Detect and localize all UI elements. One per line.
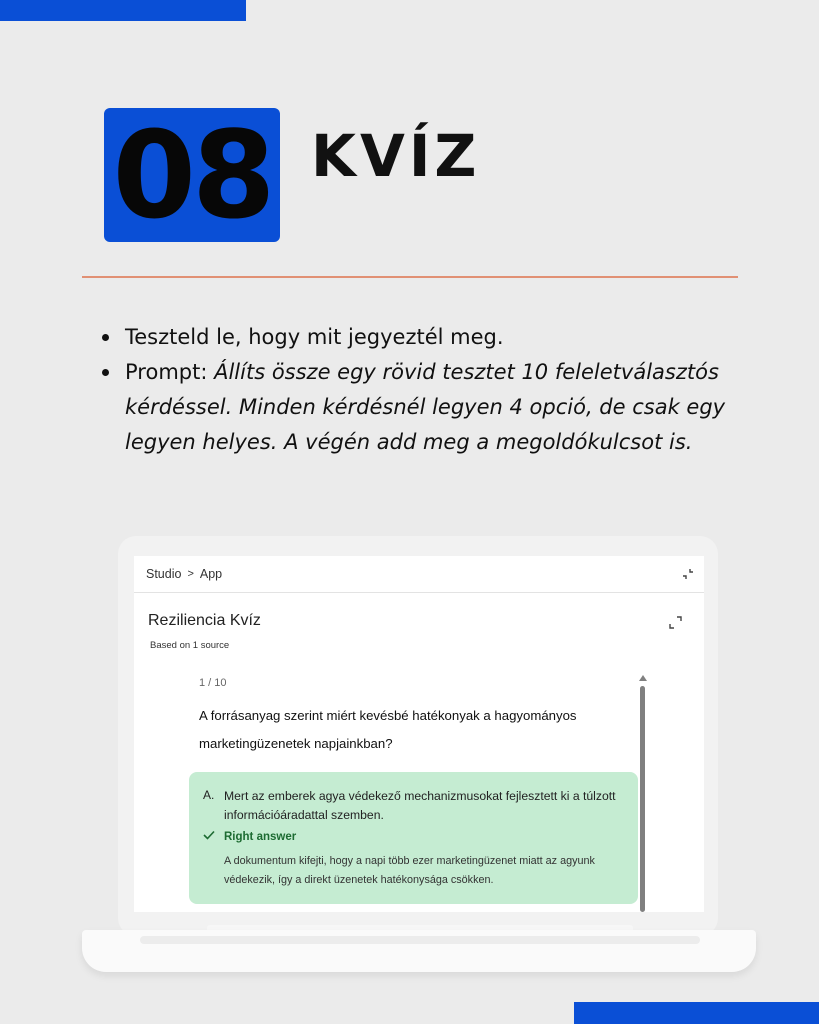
scroll-up-arrow-icon[interactable]: [639, 674, 647, 682]
question-counter: 1 / 10: [199, 677, 227, 689]
option-letter: A.: [203, 788, 215, 802]
bullet-item: [100, 320, 740, 355]
section-number: 08: [112, 108, 272, 242]
scrollbar[interactable]: [640, 686, 645, 912]
prompt-text: Állíts össze egy rövid tesztet 10 feleletválasztós kérdéssel. Minden kérdésnél legyen 4 opció, de csak egy legyen helyes. A végén add meg a megoldókulcsot is.: [125, 360, 726, 454]
section-title: KVÍZ: [311, 122, 481, 190]
breadcrumb-separator: >: [187, 568, 194, 580]
bullet-list: [100, 320, 740, 460]
question-text: A forrásanyag szerint miért kevésbé hatékonyak a hagyományos marketingüzenetek napjainkban?: [199, 708, 577, 751]
bottom-accent-bar: [574, 1002, 819, 1024]
breadcrumb-app: App: [199, 567, 223, 581]
bullet-text: Teszteld le, hogy mit jegyeztél meg.: [125, 325, 504, 349]
right-answer-label: Right answer: [224, 831, 297, 843]
quiz-title: Reziliencia Kvíz: [148, 612, 261, 629]
section-number-box: [104, 108, 280, 242]
expand-icon[interactable]: [669, 616, 682, 629]
collapse-icon[interactable]: [681, 567, 695, 581]
option-text: Mert az emberek agya védekező mechanizmusokat fejlesztett ki a túlzott információáradattal szemben.: [224, 789, 616, 822]
top-accent-bar: [0, 0, 246, 21]
divider-line: [82, 276, 738, 278]
check-icon: [203, 830, 215, 840]
laptop-keyboard-strip: [140, 936, 700, 944]
bullet-item-prompt: [100, 355, 740, 460]
breadcrumb-studio[interactable]: Studio: [146, 567, 182, 581]
prompt-label: Prompt:: [125, 360, 215, 384]
app-screen: [134, 556, 704, 912]
answer-explanation: A dokumentum kifejti, hogy a napi több ezer marketingüzenet miatt az agyunk védekezik, így a direkt üzenetek hatékonysága csökken.: [224, 855, 595, 886]
answer-option-a[interactable]: [189, 772, 638, 904]
quiz-source: Based on 1 source: [150, 640, 230, 651]
app-header: [134, 556, 704, 593]
